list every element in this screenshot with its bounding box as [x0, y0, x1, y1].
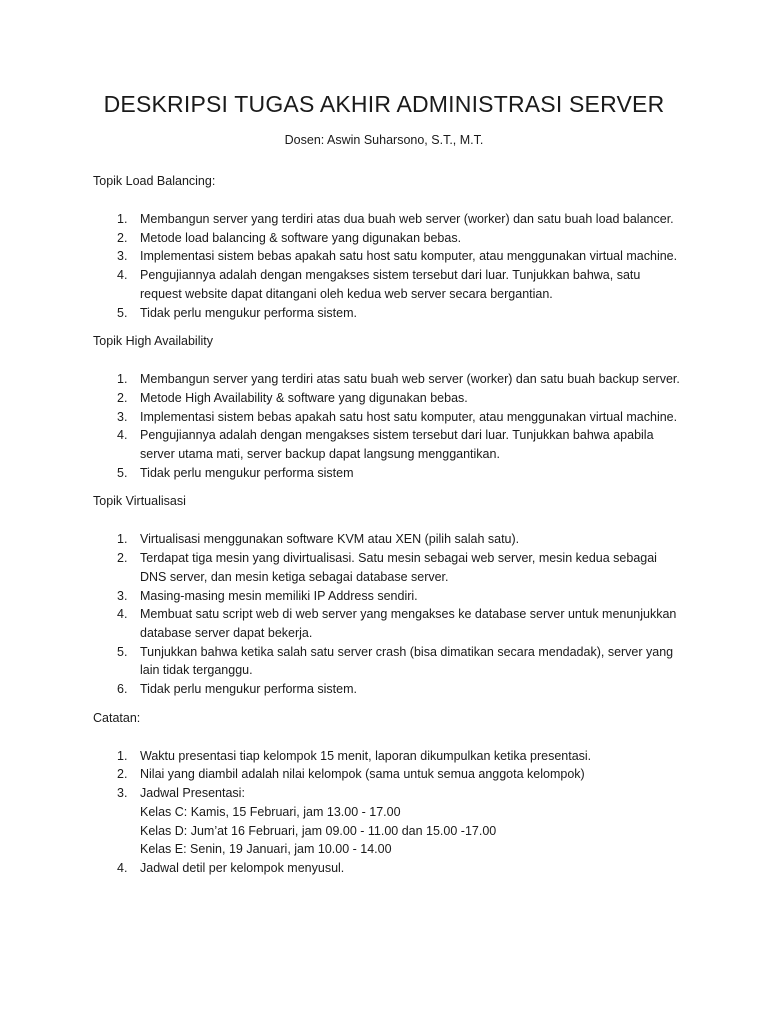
list-item-number: 1. [117, 212, 128, 226]
list-item [93, 680, 683, 699]
list-item [93, 389, 683, 408]
list-item [93, 266, 683, 303]
list-item-number: 3. [117, 249, 128, 264]
section-heading: Topik Load Balancing: [93, 174, 216, 188]
list-item-text: Tidak perlu mengukur performa sistem [140, 465, 354, 480]
list-item-number: 4. [117, 428, 128, 443]
list-item-number: 5. [117, 305, 128, 320]
section-load-balancing [93, 172, 683, 332]
lecturer-line: Dosen: Aswin Suharsono, S.T., M.T. [284, 133, 484, 147]
list-item [93, 464, 683, 483]
numbered-list [93, 747, 683, 878]
list-item-text: Implementasi sistem bebas apakah satu host satu komputer, atau menggunakan virtual machine. [140, 249, 678, 264]
list-item [93, 605, 683, 642]
list-item-text: Virtualisasi menggunakan software KVM atau XEN (pilih salah satu). [140, 532, 520, 547]
list-item [93, 304, 683, 323]
list-item-number: 5. [117, 465, 128, 480]
list-item [93, 229, 683, 248]
list-item-text: Implementasi sistem bebas apakah satu host satu komputer, atau menggunakan virtual machine. [140, 409, 678, 424]
list-item-text: Jadwal Presentasi: [140, 786, 245, 801]
list-item-text: Nilai yang diambil adalah nilai kelompok (sama untuk semua anggota kelompok) [140, 767, 585, 782]
section-heading: Topik Virtualisasi [93, 494, 186, 509]
list-item-number: 3. [117, 588, 128, 603]
section-high-availability [93, 332, 683, 492]
list-item-number: 3. [117, 786, 128, 801]
schedule-line: Kelas D: Jum’at 16 Februari, jam 09.00 - 11.00 dan 15.00 -17.00 [140, 823, 497, 838]
list-item-text: Pengujiannya adalah dengan mengakses sistem tersebut dari luar. Tunjukkan bahwa apabila server utama mati, server backup dapat langsung menggantikan. [140, 428, 654, 462]
list-item-text: Membangun server yang terdiri atas dua buah web server (worker) dan satu buah load balancer. [140, 212, 674, 226]
list-item [93, 784, 683, 859]
document-title: DESKRIPSI TUGAS AKHIR ADMINISTRASI SERVER [103, 91, 665, 117]
list-item [93, 643, 683, 680]
numbered-list [93, 210, 683, 322]
list-item [93, 210, 683, 229]
list-item-number: 1. [117, 748, 128, 763]
list-item-text: Pengujiannya adalah dengan mengakses sistem tersebut dari luar. Tunjukkan bahwa, satu request website dapat ditangani oleh kedua web server secara bergantian. [140, 268, 641, 301]
list-item-text: Jadwal detil per kelompok menyusul. [140, 860, 345, 875]
list-item-text: Metode High Availability & software yang digunakan bebas. [140, 390, 468, 405]
document-body [93, 172, 683, 888]
list-item-text: Waktu presentasi tiap kelompok 15 menit, laporan dikumpulkan ketika presentasi. [140, 748, 592, 763]
list-item-number: 4. [117, 268, 128, 283]
list-item-number: 2. [117, 390, 128, 405]
section-heading: Catatan: [93, 710, 141, 725]
list-item [93, 426, 683, 463]
numbered-list [93, 370, 683, 482]
list-item-number: 1. [117, 372, 128, 387]
list-item [93, 765, 683, 784]
section-catatan [93, 709, 683, 888]
list-item-text: Terdapat tiga mesin yang divirtualisasi. Satu mesin sebagai web server, mesin kedua sebagai DNS server, dan mesin ketiga sebagai database server. [140, 551, 657, 584]
list-item-number: 1. [117, 532, 128, 547]
schedule-line: Kelas E: Senin, 19 Januari, jam 10.00 - 14.00 [140, 842, 392, 857]
list-item-number: 2. [117, 767, 128, 782]
list-item-text: Metode load balancing & software yang digunakan bebas. [140, 230, 462, 245]
list-item-text: Tidak perlu mengukur performa sistem. [140, 682, 357, 697]
list-item-text: Membangun server yang terdiri atas satu buah web server (worker) dan satu buah backup server. [140, 372, 680, 387]
schedule-line: Kelas C: Kamis, 15 Februari, jam 13.00 - 17.00 [140, 804, 401, 819]
list-item-text: Tunjukkan bahwa ketika salah satu server crash (bisa dimatikan secara mendadak), server yang lain tidak terganggu. [140, 644, 674, 678]
numbered-list [93, 530, 683, 698]
list-item [93, 549, 683, 586]
list-item-number: 4. [117, 607, 128, 622]
list-item-text: Masing-masing mesin memiliki IP Address sendiri. [140, 588, 418, 603]
list-item [93, 408, 683, 427]
section-virtualisasi [93, 492, 683, 708]
list-item [93, 370, 683, 389]
list-item-number: 3. [117, 409, 128, 424]
list-item-number: 4. [117, 860, 128, 875]
section-heading: Topik High Availability [93, 334, 213, 349]
list-item [93, 747, 683, 766]
list-item [93, 587, 683, 606]
list-item [93, 859, 683, 878]
list-item-number: 2. [117, 230, 128, 245]
list-item-number: 6. [117, 682, 128, 697]
list-item-number: 2. [117, 551, 128, 566]
list-item [93, 247, 683, 266]
list-item-text: Membuat satu script web di web server yang mengakses ke database server untuk menunjukkan database server dapat bekerja. [140, 607, 677, 640]
list-item-number: 5. [117, 644, 128, 659]
list-item [93, 530, 683, 549]
list-item-text: Tidak perlu mengukur performa sistem. [140, 305, 357, 320]
